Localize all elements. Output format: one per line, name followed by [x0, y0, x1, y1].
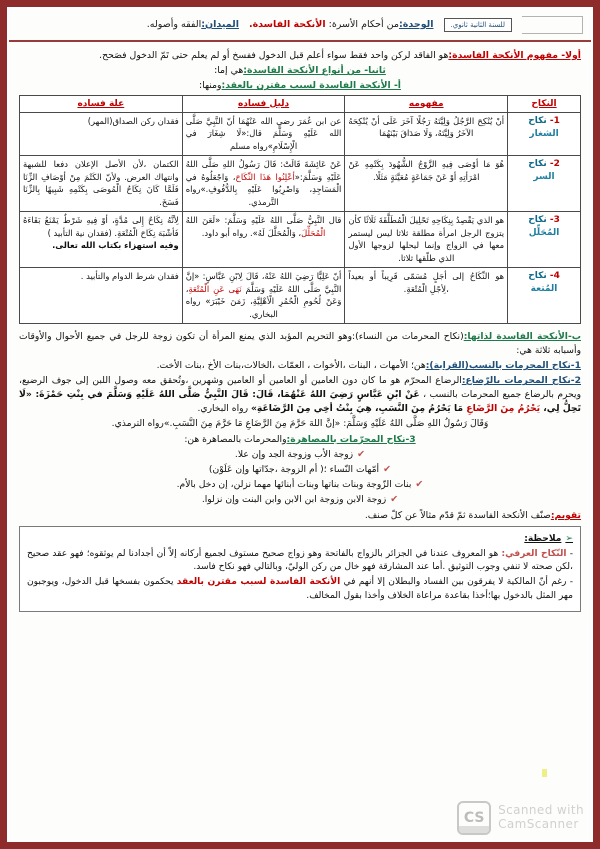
domain-value: الفقه وأصوله.: [146, 18, 202, 30]
item1-text: هن؛ الأمهات ، البنات ،الأخوات ، العمّات ،الخالات،بنات الأخ ،بنات الأخت.: [156, 360, 426, 372]
note-paragraph-1: [27, 548, 573, 575]
note-dash: -: [566, 548, 573, 559]
intro-second-label: ثانيا- من أنواع الأنكحة الفاسدة:: [243, 65, 386, 77]
camscanner-caption: [498, 804, 584, 832]
document-sheet: [9, 9, 591, 840]
item2-hadith-2: وَقَالَ رَسُولُ اللهِ صَلَّى اللهُ عَلَيْهِ وَسَلَّمَ: «إنَّ اللهَ حَرَّمَ مِنَ الرَّضَاعِ مَا حَرَّمَ مِنَ النَّسَبِ.»: [163, 418, 489, 430]
item2-hadith-bold: عَنْ ابْنِ عَبَّاسٍ رَضِيَ اللهُ عَنْهُمَا، قَالَ: قَالَ النَّبِيُّ صَلَّى اللهُ عَلَيْهِ وَسَلَّمَ في بِنْتِ حَمْزَةَ: «لَا تَحِلُّ لِي،: [19, 389, 581, 414]
th-cause: علة فساده: [20, 95, 183, 112]
row3-proof-cell: [182, 211, 345, 267]
th-meaning: مفهومه: [345, 95, 508, 112]
note-box: [19, 526, 581, 612]
item2-hadith-highlight: يَحْرُمُ مِنَ الرَّضَاعِ: [466, 402, 541, 414]
row1-number: 1-: [549, 115, 560, 126]
th-proof: دليل فساده: [182, 95, 345, 112]
domain-label: الميدان:: [201, 18, 239, 30]
section-a-heading: [19, 79, 581, 92]
bullet-text: زوجة الأب وزوجة الجد وإن علا.: [234, 449, 354, 461]
row4-cause-cell: فقدان شرط الدوام والتأبيد .: [20, 267, 183, 323]
row1-proof-source: رواه مسلم: [229, 141, 268, 152]
row2-kind: نكاح: [528, 158, 547, 169]
row4-proof-cell: [182, 267, 345, 323]
row1-meaning-cell: أنْ يُنْكِحَ الرَّجُلُ وَلِيَّتَهُ رَجُلًا آخَرَ عَلَى أنْ يُنْكِحَهُ الآخَرُ وَلِيَّتَهُ، وَلَا صَدَاقَ بَيْنَهُمَا: [345, 112, 508, 155]
row1-proof-cell: [182, 112, 345, 155]
row2-proof-cell: [182, 155, 345, 211]
row3-cause-note: وفيه استهزاء بكتاب الله تعالى.: [52, 240, 179, 251]
camscanner-logo-icon: [457, 801, 491, 835]
note-title-row: [27, 533, 573, 547]
table-row: [20, 267, 581, 323]
camscanner-watermark: [457, 801, 584, 835]
check-icon: ✔: [390, 493, 399, 505]
item2-text: الرضاع المحرّم هو ما كان دون العامين أو العامين أو العامين وشهرين ،وتُحقق معه وصول اللبن إلى جوف الرضيع، ويحرم بالرضاع جميع المحرمات بالنسب ،: [19, 375, 582, 401]
scan-artifact-dot: [542, 769, 547, 777]
row4-meaning-cell: هو النِّكَاحُ إلى أجَلٍ مُسَمّى قَرِيباً أو بعيداً ،لِأجْلِ الْمُتْعَةِ.: [345, 267, 508, 323]
row1-proof-text: عن ابن عُمَرَ رضي الله عَنْهُمَا أنّ النَّبِيَّ صَلَّى الله عَلَيْهِ وَسَلَّمَ قال:«لَا شِغَارَ في الْإِسْلَامِ»: [185, 115, 342, 152]
row4-proof-highlight: نَهَى عَنِ الْمُتْعَةِ: [188, 283, 242, 294]
intro-types-line: [19, 64, 581, 77]
row3-title: المُحَلِّل: [528, 228, 560, 239]
table-header-row: [20, 95, 581, 112]
camscanner-logo-text: CS: [463, 810, 485, 826]
watermark-line-1: Scanned with: [498, 803, 584, 818]
row3-cause-cell: [20, 211, 183, 267]
note-p1-text: هو المعروف عندنا في الجزائر بالزواج بالفاتحة وهو زواج صحيح مستوف لجميع أركانه إلاّ أن أجدادنا لم يوثقوه؛ فهو عقد صحيح ،لكن صحته لا تنفي وجوب التوثيق .أما عند المشارقة فهو خال من ركن الوليّ، وبالتالي فهو نكاح فاسد.: [27, 548, 573, 573]
row3-cause-text: لِأنَّهُ نِكَاحٌ إِلى مُدَّةٍ، أوْ فِيهِ شَرْطٌ يَمْنَعُ بَقَاءَهُ فَأشْبَهَ نِكَاحَ الْمُتْعَةِ. (فقدان نية التأبيد ): [23, 214, 179, 238]
th-nikah: النكاح: [508, 95, 581, 112]
row3-proof-post: ، وَالْمُحَلَّلَ لَهُ». رواه أبو داود.: [201, 227, 302, 238]
list-item: [19, 448, 581, 463]
intro-first-label: أولا- مفهوم الأنكحة الفاسدة:: [448, 50, 581, 61]
row3-number: 3-: [549, 214, 560, 225]
list-item: [19, 478, 581, 493]
intro-definition-line: [19, 49, 581, 62]
check-icon: ✔: [383, 464, 392, 476]
row4-proof-pre: أنّ عَلِيًّا رَضِيَ اللهُ عَنْهُ، قَالَ لِابْنِ عَبَّاسٍ: «إنَّ النَّبِيَّ صَلَّى اللهُ عَلَيْهِ وَسَلَّمَ: [185, 270, 342, 294]
section-a-tail: ومنها:: [198, 80, 222, 92]
unit-field: [249, 19, 434, 31]
invalid-marriages-table: [19, 95, 581, 324]
item3-text: والمحرمات بالمصاهرة هن:: [184, 433, 287, 445]
row2-meaning-cell: هُوَ مَا أوْصَى فِيهِ الزَّوْجُ الشُّهُودَ بِكَتْمِهِ عَنْ امْرَأتِهِ أوْ عَنْ جَمَاعَةٍ مُعَيَّنَةٍ مَثَلًا.: [345, 155, 508, 211]
bullet-text: أمّهات النّساء ؛( أم الزوجة ،جدّاتها وإن عَلَوْن): [208, 464, 380, 476]
section-b-item-3: [19, 433, 581, 447]
section-b-item-1: [19, 359, 581, 373]
arrow-bullet-icon: ➢: [565, 533, 573, 544]
row4-title: المُتعة: [530, 284, 558, 295]
item1-head: 1-نكاح المحرمات بالنسب(القرابة):: [425, 360, 581, 372]
unit-label: الوحدة:: [398, 18, 434, 30]
item3-head: 3-نكاح المحرّمات بالمصاهرة:: [286, 433, 416, 445]
row4-proof-source: رواه البخاري.: [185, 296, 278, 320]
row1-title: الشغار: [529, 129, 559, 139]
intro-first-text: هو الفاقد لركن واحد فقط سواء أعلم قبل الدخول ففسخ أو لم يعلم حتى تَمّ الدخول فصَحح.: [99, 50, 449, 61]
unit-title: الأنكحة الفاسدة.: [248, 18, 326, 30]
note-p2-post: يحكمون بفسخها قبل الدخول، ويوجبون مهر المثل بالدخول بها؛أخذا بقاعدة مراعاة الخلاف وأخذا بقول المخالف.: [27, 577, 573, 602]
row1-name-cell: [508, 112, 581, 155]
row1-cause-cell: فقدان ركن الصداق(المهر): [20, 112, 183, 155]
row2-name-cell: [508, 155, 581, 211]
row1-kind: نكاح: [528, 115, 547, 126]
item2-hadith-bold2: مَا يَحْرُمُ مِنَ النَّسَبِ، هِيَ بِنْتُ أخِي مِنَ الرَّضَاعَةِ»: [250, 402, 467, 414]
section-b-item-2: [19, 374, 581, 415]
level-badge: للسنة الثانية ثانوي.: [444, 18, 513, 32]
section-b-item-2-extra: [19, 417, 581, 431]
row3-proof-pre: قال النَّبِيُّ صَلَّى اللهُ عَلَيْهِ وَسَلَّمَ: «لَعَنَ اللهُ: [185, 214, 342, 225]
row3-kind: نكاح: [528, 214, 547, 225]
table-row: [20, 155, 581, 211]
evaluation-text: صنّف الأنكحة الفاسدة ثمّ قدّم مثالاً عن كلّ صنف.: [364, 510, 551, 522]
intro-second-text: هي إما:: [214, 65, 244, 77]
row2-title: السر: [533, 172, 555, 183]
table-row: [20, 112, 581, 155]
row3-name-cell: [508, 211, 581, 267]
unit-value: من أحكام الأسرة:: [328, 18, 399, 30]
row3-proof-highlight: الْمُحَلِّلَ: [301, 227, 326, 238]
row2-proof-post: ، وَاجْعَلُوهُ في الْمَسَاجِدِ، وَاضْرِبُوا عَلَيْهِ بِالدُّفُوفِ.»: [185, 171, 342, 195]
note-p2-highlight: الأنكحة الفاسدة لسبب مقترن بالعقد: [176, 577, 341, 588]
watermark-line-2: CamScanner: [498, 817, 579, 831]
row4-proof-post: ، وَعَنْ لُحُومِ الْحُمُرِ الْأهْلِيَّةِ، زَمَنَ خَيْبَرَ»: [185, 283, 342, 307]
row2-proof-highlight: أعْلِنُوا هَذَا النِّكَاحَ: [235, 171, 295, 182]
check-icon: ✔: [357, 449, 366, 461]
domain-field: [147, 19, 239, 31]
note-p2-pre: - رغم أنّ المالكية لا يفرقون بين الفساد والبطلان إلا أنهم في: [340, 577, 573, 588]
row2-number: 2-: [549, 158, 560, 169]
row4-number: 4-: [549, 270, 560, 281]
list-item: [19, 493, 581, 508]
item2-source-2: رواه الترمذي.: [111, 418, 164, 430]
row4-name-cell: [508, 267, 581, 323]
section-b-label: ب-الأنكحة الفاسدة لذاتها:: [463, 330, 581, 342]
row4-kind: نكاح: [528, 270, 547, 281]
note-paragraph-2: [27, 576, 573, 603]
item2-source-1: رواه البخاري.: [197, 402, 251, 414]
row2-proof-source: رواه التَّرمذي.: [185, 184, 279, 208]
section-b-intro: [19, 330, 581, 358]
muharramat-bullet-list: [19, 448, 581, 507]
list-item: [19, 463, 581, 478]
row2-cause-cell: الكتمان ،لأن الأصل الإعلان دفعا للشبهة وانتهاك العرض. ولأنّ الكَتْمَ مِنْ أوْصَافِ الزِّنَا فَلَمَّا كَانَ نِكَاحُ الْمُوصَى بِكَتْمِهِ شَبِيهًا بِالزِّنَا فَسَخَ.: [20, 155, 183, 211]
table-row: [20, 211, 581, 267]
document-body: [9, 42, 591, 616]
header-stub-box: [522, 16, 583, 34]
bullet-text: بنات الزّوجة وبنات بناتها وبنات أبنائها مهما نزلن، إن دخل بالأم.: [176, 478, 412, 490]
item2-head: 2-نكاح المحرمات بالرّضاع:: [461, 375, 581, 387]
evaluation-line: [19, 509, 581, 523]
camscanner-logo-bar: [459, 826, 489, 833]
row2-proof-pre: عَنْ عَائِشَةَ قَالَتْ: قَالَ رَسُولُ اللهِ صَلَّى اللهُ عَلَيْهِ وَسَلَّمَ:«: [185, 158, 342, 182]
row3-meaning-cell: هو الذي يَقْصِدُ بِنِكَاحِهِ تَحْلِيلَ الْمُطَلَّقَةَ ثَلَاثًا كأن يتزوج الرجل امرأة مطلقة ثلاثا ليس ليستمر معها في الزواج وإنما ليحلها لزوجها الأول الذي طلّقها ثلاثا.: [345, 211, 508, 267]
section-b: [19, 330, 581, 523]
bullet-text: زوجة الابن وزوجة ابن الابن وابن البنت وإن نزلوا.: [201, 493, 387, 505]
note-urfi-label: النّكاح العرفي:: [501, 548, 567, 559]
document-header: [9, 9, 591, 42]
section-b-intro-text: (نكاح المحرمات من النساء):وهو التحريم المؤبد الذي يمنع المرأة أن تكون زوجة للرجل في جميع الأحوال والأوقات وأسبابه ثلاثة هي:: [19, 330, 581, 356]
section-a-label: أ- الأنكحة الفاسدة لسبب مقترن بالعقد:: [221, 80, 401, 92]
check-icon: ✔: [415, 478, 424, 490]
evaluation-label: تقويم:: [550, 510, 581, 522]
note-title: ملاحظة:: [524, 533, 562, 544]
